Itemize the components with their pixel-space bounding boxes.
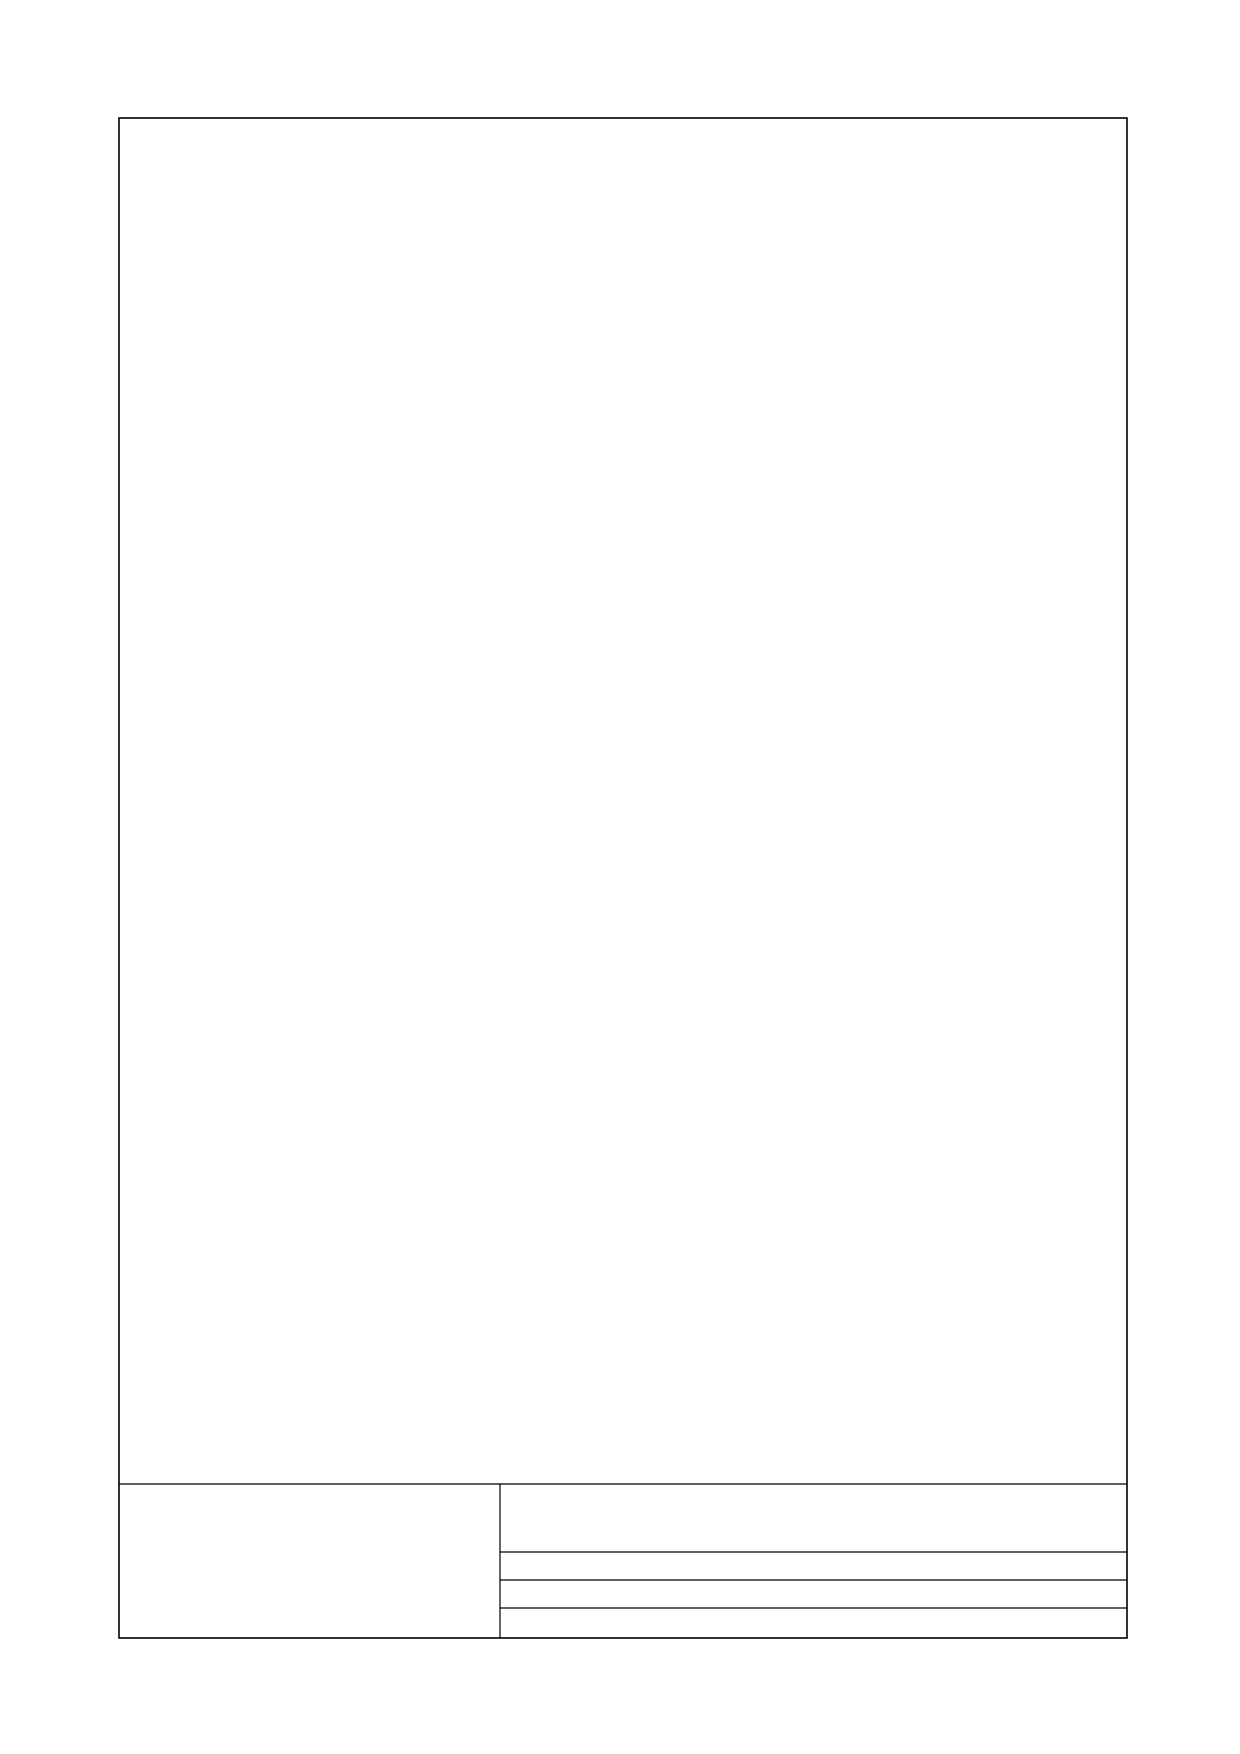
title-block-lines: [119, 1484, 1127, 1638]
sheet-frame: [119, 118, 1127, 1638]
